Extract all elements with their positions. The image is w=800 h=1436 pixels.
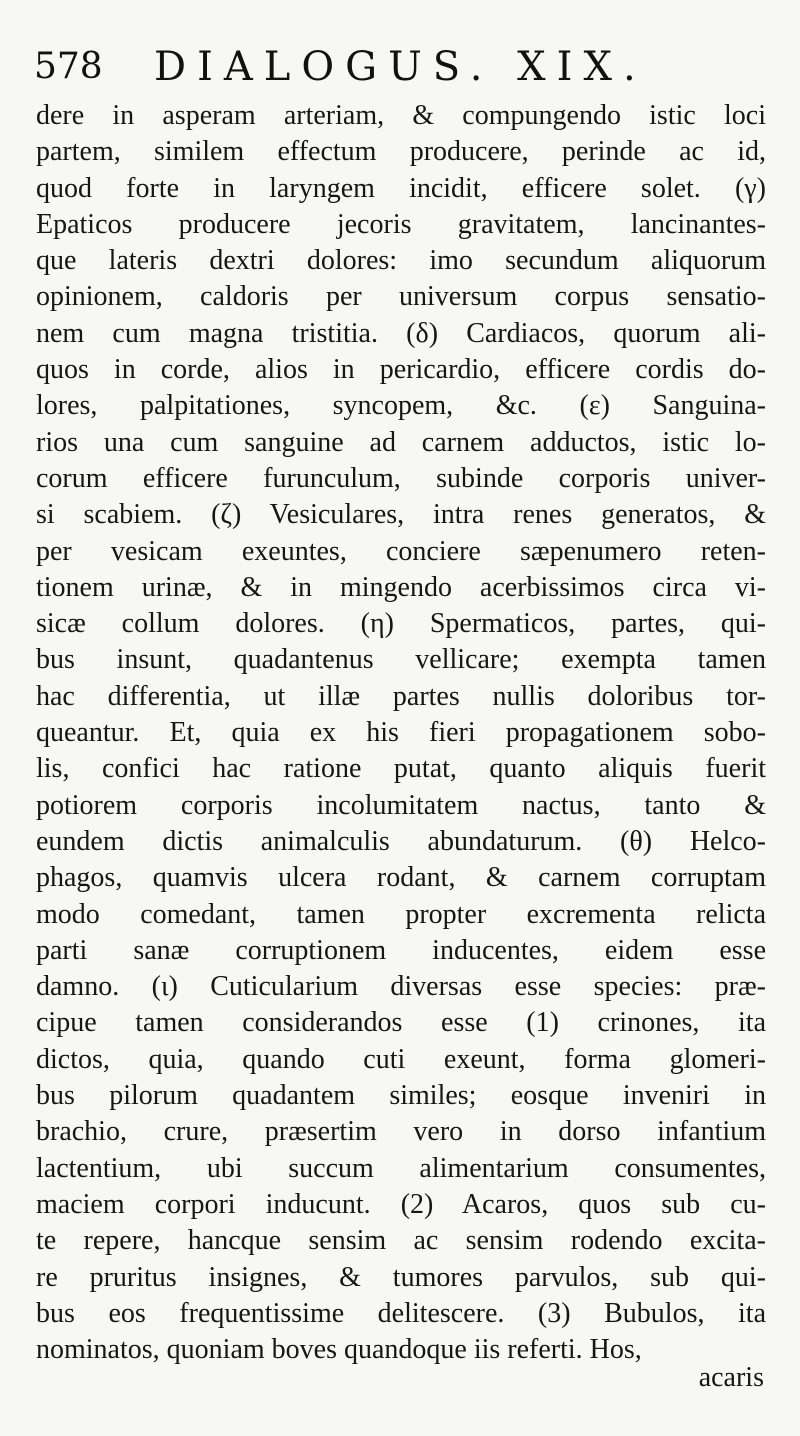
text-line: modo comedant, tamen propter excrementa relicta xyxy=(36,898,766,930)
text-line: dere in asperam arteriam, & compungendo istic loci xyxy=(36,100,766,131)
text-line: bus insunt, quadantenus vellicare; exempta tamen xyxy=(36,644,766,676)
text-line: nem cum magna tristitia. (δ) Cardiacos, quorum ali- xyxy=(36,317,766,349)
text-line: nominatos, quoniam boves quandoque iis referti. Hos, xyxy=(36,1334,642,1366)
text-line: sicæ collum dolores. (η) Spermaticos, partes, qui- xyxy=(36,608,766,640)
page-header xyxy=(34,40,774,100)
text-line: maciem corpori inducunt. (2) Acaros, quos sub cu- xyxy=(36,1188,766,1220)
text-line: damno. (ι) Cuticularium diversas esse species: præ- xyxy=(36,971,766,1003)
text-line: potiorem corporis incolumitatem nactus, tanto & xyxy=(36,789,766,821)
text-line: lactentium, ubi succum alimentarium consumentes, xyxy=(36,1152,766,1184)
text-line: rios una cum sanguine ad carnem adductos, istic lo- xyxy=(36,426,766,458)
text-line: quod forte in laryngem incidit, efficere solet. (γ) xyxy=(36,172,766,204)
text-line: queantur. Et, quia ex his fieri propagationem sobo- xyxy=(36,717,766,749)
text-line: re pruritus insignes, & tumores parvulos, sub qui- xyxy=(36,1261,766,1293)
text-line: partem, similem effectum producere, perinde ac id, xyxy=(36,136,766,168)
text-line: Epaticos producere jecoris gravitatem, lancinantes- xyxy=(36,208,766,240)
text-line: si scabiem. (ζ) Vesiculares, intra renes generatos, & xyxy=(36,499,766,531)
text-line: bus pilorum quadantem similes; eosque inveniri in xyxy=(36,1080,766,1112)
text-line: hac differentia, ut illæ partes nullis doloribus tor- xyxy=(36,680,766,712)
catchword: acaris xyxy=(698,1362,764,1393)
text-line: cipue tamen considerandos esse (1) crinones, ita xyxy=(36,1007,766,1039)
text-line: per vesicam exeuntes, conciere sæpenumero reten- xyxy=(36,535,766,567)
text-line: te repere, hancque sensim ac sensim rodendo excita- xyxy=(36,1225,766,1257)
text-line: brachio, crure, præsertim vero in dorso infantium xyxy=(36,1116,766,1148)
page-number: 578 xyxy=(34,46,103,87)
text-line: corum efficere furunculum, subinde corporis univer- xyxy=(36,462,766,494)
text-line: eundem dictis animalculis abundaturum. (θ) Helco- xyxy=(36,825,766,857)
text-line: bus eos frequentissime delitescere. (3) Bubulos, ita xyxy=(36,1297,766,1329)
body-text xyxy=(36,98,766,1368)
text-line: opinionem, caldoris per universum corpus sensatio- xyxy=(36,281,766,313)
text-line: tionem urinæ, & in mingendo acerbissimos circa vi- xyxy=(36,571,766,603)
text-line: que lateris dextri dolores: imo secundum aliquorum xyxy=(36,245,766,277)
text-line: quos in corde, alios in pericardio, efficere cordis do- xyxy=(36,354,766,386)
text-line: lores, palpitationes, syncopem, &c. (ε) Sanguina- xyxy=(36,390,766,422)
running-head: DIALOGUS. XIX. xyxy=(154,44,647,90)
text-line: dictos, quia, quando cuti exeunt, forma glomeri- xyxy=(36,1043,766,1075)
text-line: phagos, quamvis ulcera rodant, & carnem corruptam xyxy=(36,862,766,894)
text-line: parti sanæ corruptionem inducentes, eidem esse xyxy=(36,934,766,966)
text-line: lis, confici hac ratione putat, quanto aliquis fuerit xyxy=(36,753,766,785)
